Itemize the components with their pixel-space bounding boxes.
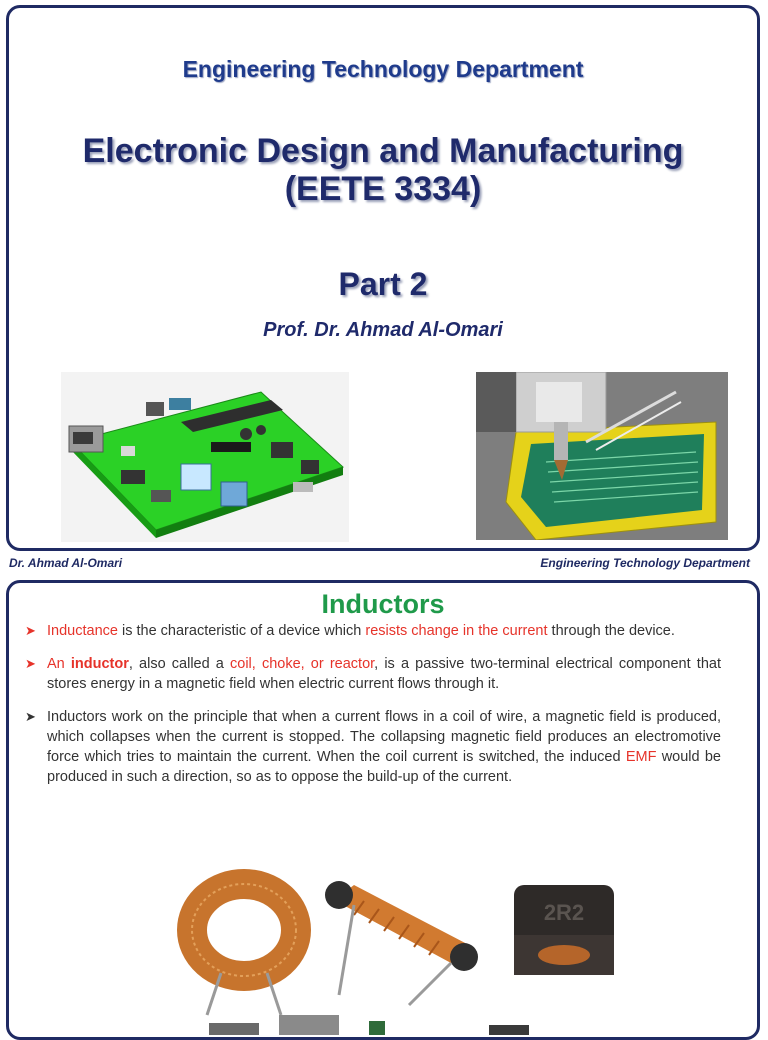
course-title-line1: Electronic Design and Manufacturing (82, 132, 684, 170)
rod-inductor-image (325, 881, 478, 1005)
pcb-board-photo (61, 372, 349, 542)
smd-marking: 2R2 (543, 900, 585, 925)
bullet-text: , is a passive two-terminal electrical component that stores energy in a magnetic field when electric current flows through it. (47, 656, 721, 692)
bullet-inductance (23, 621, 721, 641)
bullet-text: An (47, 656, 71, 672)
highlight-text: resists change in the current (365, 623, 548, 639)
bullet-principle (23, 707, 721, 787)
bullet-arrow-icon: ➤ (25, 709, 36, 724)
term-emf: EMF (625, 749, 657, 765)
bullet-text: through the device. (547, 623, 675, 639)
bullet-inductor (23, 654, 721, 694)
footer-department: Engineering Technology Department (540, 556, 750, 570)
bullet-text: is the characteristic of a device which (117, 623, 366, 639)
course-title (9, 132, 757, 208)
title-slide (6, 5, 760, 551)
term-inductor: inductor (70, 656, 129, 672)
footer-author: Dr. Ahmad Al-Omari (9, 556, 123, 570)
bullet-list (23, 621, 721, 800)
term-inductance: Inductance (47, 623, 118, 639)
department-heading: Engineering Technology Department (182, 56, 584, 82)
part-heading: Part 2 (338, 266, 428, 302)
toroid-inductor-image (192, 884, 296, 1015)
course-title-line2: (EETE 3334) (284, 170, 482, 208)
bullet-text: , also called a (128, 656, 231, 672)
inductor-photos (169, 865, 629, 1035)
author-name: Prof. Dr. Ahmad Al-Omari (263, 319, 503, 341)
smd-inductor-image (514, 885, 614, 975)
pick-and-place-machine-photo (476, 372, 728, 540)
bullet-text: Inductors work on the principle that when a current flows in a coil of wire, a magnetic field is produced, which collapses when the current is stopped. The collapsing magnetic field produces an electromotive force which tries to maintain the current. When the coil current is switched, the induced (47, 709, 721, 765)
bullet-arrow-icon: ➤ (25, 623, 36, 638)
bullet-text: would be produced in such a direction, so as to oppose the build-up of the current. (47, 749, 721, 785)
bullet-arrow-icon: ➤ (25, 656, 36, 671)
highlight-text: coil, choke, or reactor (230, 656, 375, 672)
slide-title: Inductors (321, 589, 445, 619)
inductors-slide (6, 580, 760, 1040)
